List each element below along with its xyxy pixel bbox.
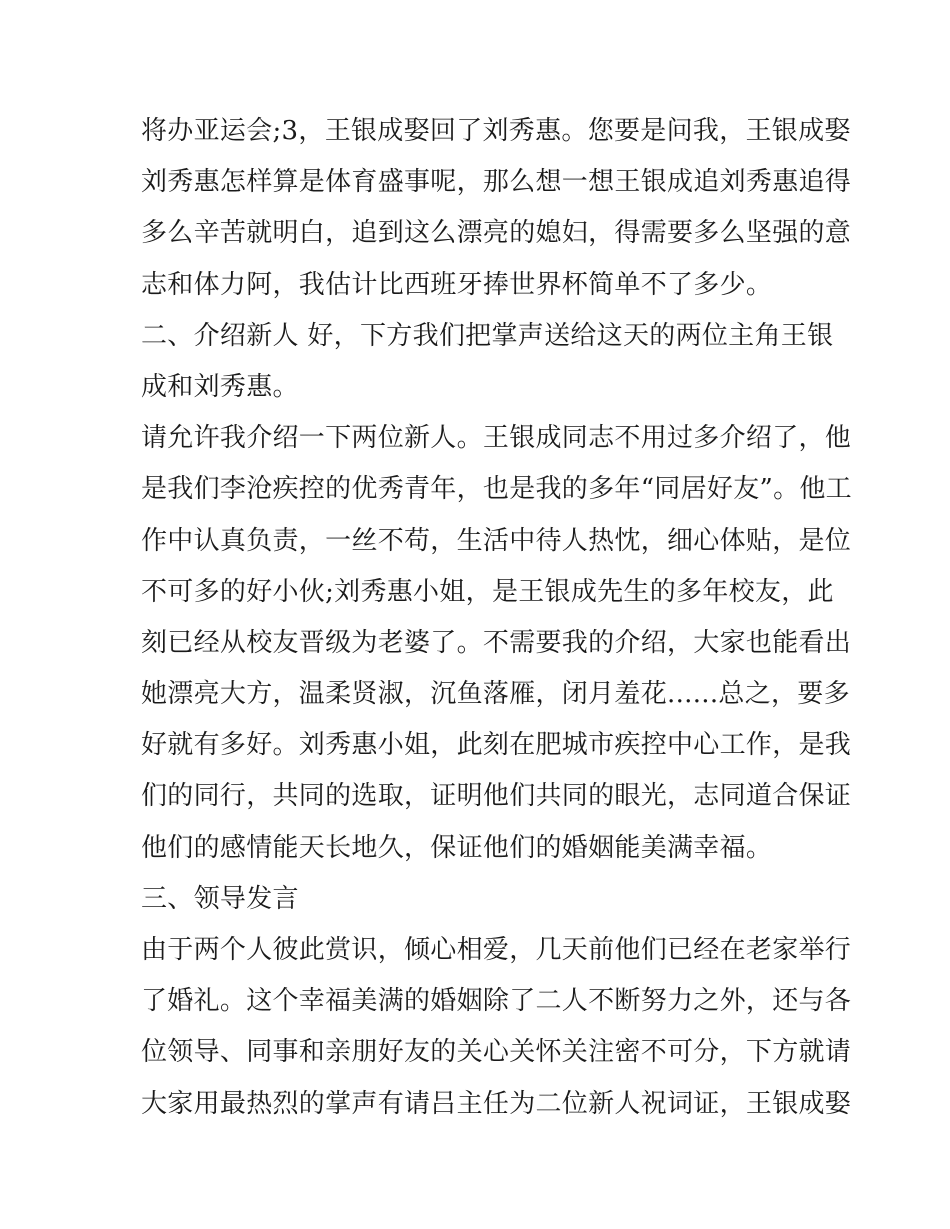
text-line: 刘秀惠怎样算是体育盛事呢，那么想一想王银成追刘秀惠追得 <box>141 167 852 198</box>
text-line: 是我们李沧疾控的优秀青年，也是我的多年“同居好友”。他工 <box>141 474 852 505</box>
text-line: 了婚礼。这个幸福美满的婚姻除了二人不断努力之外，还与各 <box>141 986 852 1017</box>
text-line: 请允许我介绍一下两位新人。王银成同志不用过多介绍了，他 <box>141 423 852 454</box>
text-line: 位领导、同事和亲朋好友的关心关怀关注密不可分，下方就请 <box>141 1037 852 1068</box>
text-line: 好就有多好。刘秀惠小姐，此刻在肥城市疾控中心工作，是我 <box>141 730 852 761</box>
text-line: 由于两个人彼此赏识，倾心相爱，几天前他们已经在老家举行 <box>141 935 852 965</box>
text-line: 作中认真负责，一丝不苟，生活中待人热忱，细心体贴，是位 <box>141 525 852 556</box>
body-text <box>141 106 852 1130</box>
text-line: 们的同行，共同的选取，证明他们共同的眼光，志同道合保证 <box>141 781 852 812</box>
text-line: 刻已经从校友晋级为老婆了。不需要我的介绍，大家也能看出 <box>141 627 852 658</box>
section-heading-leader-speech: 三、领导发言 <box>141 883 299 914</box>
text-line: 大家用最热烈的掌声有请吕主任为二位新人祝词证，王银成娶 <box>141 1088 852 1119</box>
section-heading-intro: 二、介绍新人 好，下方我们把掌声送给这天的两位主角王银 <box>141 320 834 351</box>
text-line: 她漂亮大方，温柔贤淑，沉鱼落雁，闭月羞花......总之，要多 <box>141 679 850 710</box>
text-line: 他们的感情能天长地久，保证他们的婚姻能美满幸福。 <box>141 832 773 863</box>
text-line: 多么辛苦就明白，追到这么漂亮的媳妇，得需要多么坚强的意 <box>141 218 852 249</box>
text-line: 将办亚运会;3，王银成娶回了刘秀惠。您要是问我，王银成娶 <box>141 116 851 146</box>
text-line: 志和体力阿，我估计比西班牙捧世界杯简单不了多少。 <box>141 269 773 300</box>
text-line: 成和刘秀惠。 <box>141 371 299 402</box>
text-line: 不可多的好小伙;刘秀惠小姐，是王银成先生的多年校友，此 <box>141 576 834 607</box>
